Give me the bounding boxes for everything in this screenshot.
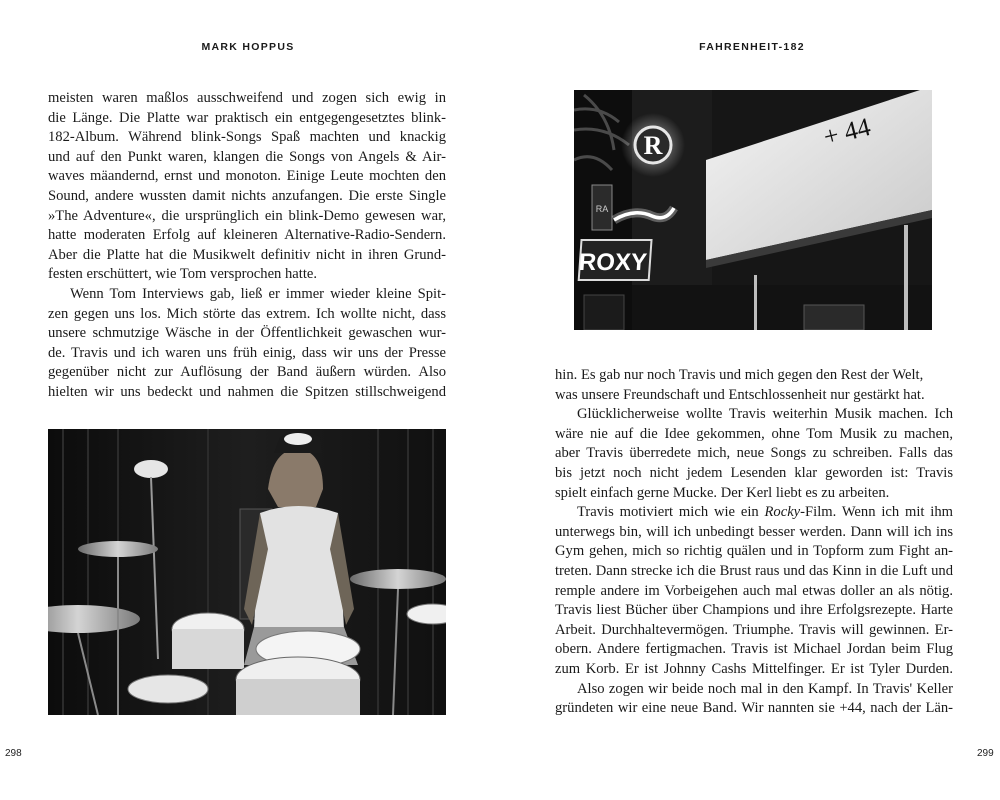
text-line xyxy=(555,503,953,523)
text-line: hatte moderaten Erfolg auf kleineren Alternative-Radio-Sendern. xyxy=(48,227,446,244)
text-segment: Travis motiviert mich wie ein xyxy=(577,504,765,521)
text-line: die Länge. Die Platte war praktisch ein entgegengesetztes blink- xyxy=(48,109,446,126)
text-line: treten. Dann strecke ich die Brust raus und das Kinn in die Luft und xyxy=(555,562,953,579)
text-line: zen gegen uns los. Mich störte das extrem. Ich wollte nicht, dass xyxy=(48,305,446,322)
text-line: Arbeit. Durchhaltevermögen. Triumphe. Travis will gewinnen. Er- xyxy=(555,621,953,638)
text-line: und auf den Punkt waren, klangen die Songs von Angels & Air- xyxy=(48,148,446,165)
roxy-r-sign: R xyxy=(643,131,663,160)
page-number-left: 298 xyxy=(5,748,22,759)
text-line: Glücklicherweise wollte Travis weiterhin Musik machen. Ich xyxy=(577,406,953,423)
text-line: hielten wir uns bedeckt und nahmen die Spitzen stillschweigend xyxy=(48,383,446,400)
text-line: gegenüber nicht zur Auflösung der Band äußern würden. Also xyxy=(48,364,446,381)
text-line: aber Travis überredete mich, neue Songs zu schreiben. Falls das xyxy=(555,445,953,462)
text-line: »The Adventure«, die ursprünglich ein blink-Demo gewesen war, xyxy=(48,207,446,224)
text-line: zum Korb. Er ist Johnny Cashs Mittelfinger. Er ist Tyler Durden. xyxy=(555,660,953,677)
roxy-theatre-photo xyxy=(574,90,932,330)
text-line: Sound, andere wussten damit nichts anzufangen. Die erste Single xyxy=(48,187,446,204)
left-page-text xyxy=(48,89,446,403)
text-line: unterwegs bin, will ich unbedingt besser werden. Dann will ich ins xyxy=(555,523,953,540)
text-line: wäre nie auf die Idee gekommen, ohne Tom Musik zu machen, xyxy=(555,425,953,442)
running-head-author: MARK HOPPUS xyxy=(201,41,295,53)
right-page-text xyxy=(555,366,953,719)
running-head-chapter: FAHRENHEIT-182 xyxy=(699,41,805,53)
text-line: Aber die Platte hat die Musikwelt definitiv nicht in ihren Grund- xyxy=(48,246,446,263)
drummer-photo xyxy=(48,429,446,715)
text-line: Travis liest Bücher über Champions und ihre Erfolgsrezepte. Harte xyxy=(555,602,953,619)
roxy-neon-sign: ROXY xyxy=(578,249,648,276)
text-line: obern. Andere fertigmachen. Travis ist Michael Jordan beim Flug xyxy=(555,641,953,658)
text-line: de. Travis und ich waren uns früh einig, dass wir uns der Presse xyxy=(48,344,446,361)
text-line: waves mäandernd, ernst und monoton. Einige Leute mochten den xyxy=(48,168,446,185)
text-line: Also zogen wir beide noch mal in den Kampf. In Travis' Keller xyxy=(577,680,953,697)
text-line: 182-Album. Während blink-Songs Spaß machten und knackig xyxy=(48,129,446,146)
text-line: meisten waren maßlos ausschweifend und zogen sich ewig in xyxy=(48,90,446,106)
text-segment: -Film. Wenn ich mit ihm xyxy=(800,504,953,521)
text-line: Gym gehen, mich so richtig quälen und in Topform zum Fight an- xyxy=(555,543,953,560)
page-number-right: 299 xyxy=(977,748,994,759)
rocky-title: Rocky xyxy=(764,504,801,521)
roxy-vertical-sign: RA xyxy=(595,204,609,214)
text-line: was unsere Freundschaft und Entschlossenheit nur gestärkt hat. xyxy=(555,386,925,403)
text-line: spielt einfach gerne Mucke. Der Kerl liebt es zu arbeiten. xyxy=(555,484,890,501)
text-line: hin. Es gab nur noch Travis und mich gegen den Rest der Welt, xyxy=(555,367,924,383)
text-line: unsere schmutzige Wäsche in der Öffentlichkeit gewaschen wur- xyxy=(48,325,446,342)
text-line: gründeten wir eine neue Band. Wir nannten sie +44, nach der Län- xyxy=(555,700,953,717)
text-line: bis jetzt noch nicht jedem Lesenden klar geworden ist: Travis xyxy=(555,464,953,481)
text-line: Wenn Tom Interviews gab, ließ er immer wieder kleine Spit- xyxy=(70,285,446,302)
text-line: festen erschüttert, wie Tom versprochen hatte. xyxy=(48,266,318,283)
marquee-44-text: + 44 xyxy=(820,111,874,152)
text-line: remple andere im Vorbeigehen auch mal etwas doller an als nötig. xyxy=(555,582,953,599)
